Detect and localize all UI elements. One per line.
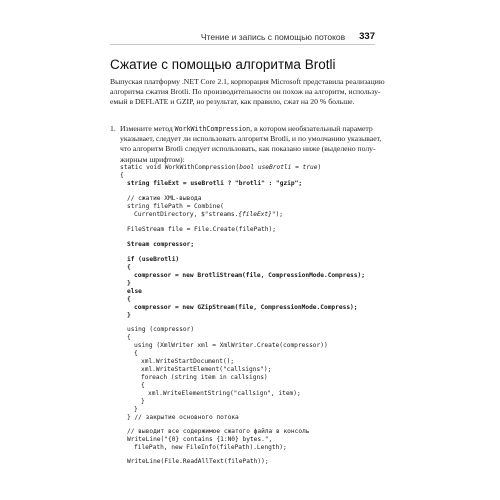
code-line: FileStream file = File.Create(filePath);: [127, 226, 277, 233]
intro-paragraph: [110, 77, 385, 108]
method-name-inline-code: WorkWithCompression: [174, 125, 251, 133]
code-line-highlighted: {: [127, 264, 131, 271]
code-line: string filePath = Combine(: [127, 203, 224, 210]
code-token-italic: bool useBrotli = true: [239, 164, 318, 171]
section-title: Сжатие с помощью алгоритма Brotli: [110, 57, 336, 72]
code-line: xml.WriteStartElement("callsigns");: [141, 366, 272, 373]
code-line: {: [134, 350, 138, 357]
code-line: {: [141, 382, 145, 389]
code-line-highlighted: {: [127, 296, 131, 303]
code-token: CurrentDirectory, $"streams.: [134, 211, 239, 218]
step-number: 1.: [110, 124, 116, 133]
code-comment: // сжатие XML-вывода: [127, 195, 202, 202]
code-token-italic: {fileExt}: [238, 211, 272, 218]
code-comment: // выводит все содержимое сжатого файла в консоль: [127, 428, 310, 435]
code-token: ): [317, 164, 322, 171]
code-line-highlighted: compressor = new GZipStream(file, CompressionMode.Compress);: [134, 304, 358, 311]
running-head: [110, 29, 375, 45]
code-line-highlighted: else: [127, 288, 142, 295]
running-head-title: Чтение и запись с помощью потоков: [200, 31, 346, 42]
step-line: указывает, следует ли использовать алгоритм Brotli, и по умолчанию указывает,: [120, 134, 382, 144]
intro-line: алгоритма сжатия Brotli. По производительности он похож на алгоритм, использу-: [110, 87, 381, 97]
code-line: using (compressor): [127, 326, 195, 333]
code-line-highlighted: compressor = new BrotliStream(file, CompressionMode.Compress);: [134, 272, 365, 279]
code-line: }: [134, 406, 138, 413]
code-token: ");: [271, 211, 284, 218]
step-line: жирным шрифтом):: [120, 154, 185, 164]
code-line: } // закрытие основного потока: [127, 414, 239, 421]
code-line: {: [127, 334, 131, 341]
step-instruction: [120, 124, 382, 165]
code-line: [134, 211, 283, 219]
step-line-suffix: , в котором необязательный параметр: [250, 124, 373, 133]
code-line-highlighted: }: [127, 312, 131, 319]
code-line: foreach (string item in callsigns): [141, 374, 268, 381]
code-line: WriteLine("{0} contains {1:N0} bytes.",: [127, 436, 273, 443]
code-line: {: [120, 172, 124, 179]
step-line-prefix: Измените метод: [120, 124, 173, 133]
intro-line: Выпуская платформу .NET Core 2.1, корпорация Microsoft представила реализацию: [110, 77, 385, 86]
code-line: filePath, new FileInfo(filePath).Length);: [134, 444, 287, 451]
code-line: WriteLine(File.ReadAllText(filePath));: [127, 458, 269, 465]
intro-line: емый в DEFLATE и GZIP, но результат, как правило, сжат на 20 % больше.: [110, 97, 355, 107]
code-line: xml.WriteStartDocument();: [141, 358, 235, 365]
code-line-highlighted: if (useBrotli): [127, 256, 180, 263]
code-line: }: [141, 398, 145, 405]
code-line: using (XmlWriter xml = XmlWriter.Create(compressor)): [134, 342, 328, 349]
step-line: что алгоритм Brotli следует использовать, как показано ниже (выделено полу-: [120, 144, 376, 154]
code-line-highlighted: }: [127, 280, 131, 287]
page-number: 337: [359, 31, 375, 42]
code-token: static void WorkWithCompression(: [120, 164, 240, 171]
code-line: [120, 164, 321, 172]
code-line-highlighted: Stream compressor;: [127, 241, 195, 248]
code-line: xml.WriteElementString("callsign", item);: [148, 390, 301, 397]
code-line-highlighted: string fileExt = useBrotli ? "brotli" : "gzip";: [127, 180, 303, 187]
step-line: [120, 124, 382, 134]
